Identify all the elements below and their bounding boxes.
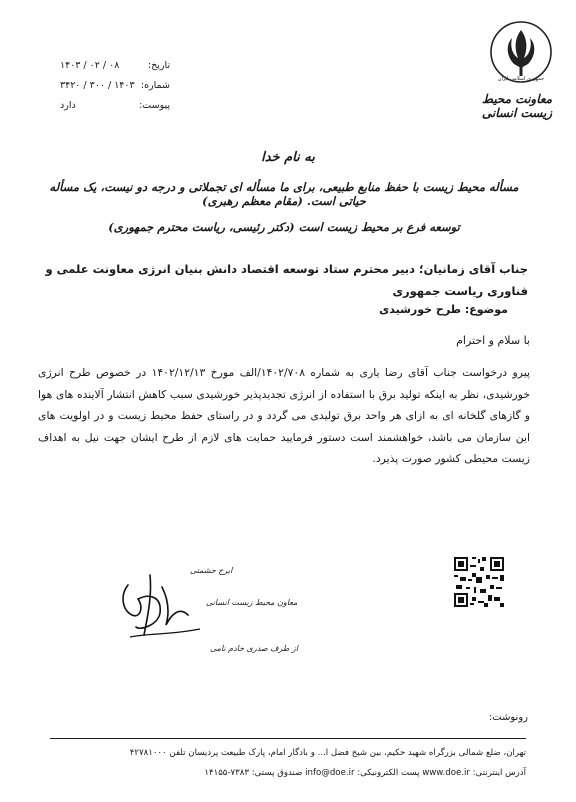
date-label: تاریخ: (147, 60, 170, 71)
government-emblem (488, 18, 554, 88)
attachment-value: دارد (60, 100, 76, 111)
recipient-line: جناب آقای زمانیان؛ دبیر محترم ستاد توسعه اقتصاد دانش بنیان انرژی معاونت علمی و فناوری ریاست جمهوری (45, 262, 528, 298)
letter-body: پیرو درخواست جناب آقای رضا یاری به شماره ۱۴۰۲/۷۰۸/الف مورخ ۱۴۰۲/۱۲/۱۳ در خصوص طرح انرژی خورشیدی، نظر به اینکه تولید برق با استفاده از انرژی تجدیدپذیر خورشیدی سبب کاهش انتشار آلاینده های هوا و گازهای گلخانه ای به ازای هر واحد برق تولیدی می گردد و در راستای حفظ محیط زیست و در اولویت های این سازمان می باشد، خواهشمند است دستور فرمایید حمایت های لازم از طرح ایشان جهت نیل به اهداف زیست محیطی کشور صورت پذیرد. (38, 366, 530, 465)
number-label: شماره: (140, 80, 170, 91)
number-field (60, 80, 170, 91)
number-value: ۳۴۲۰ / ۳۰۰ / ۱۴۰۳ (60, 80, 135, 91)
date-field (60, 60, 170, 71)
signer-on-behalf: از طرف صدری خادم نامی (210, 644, 298, 653)
signer-name: ایرج حشمتی (190, 566, 233, 575)
footer-contact: آدرس اینترنتی: www.doe.ir پست الکترونیکی: info@doe.ir صندوق پستی: ۷۳۸۳-۱۴۱۵۵ (204, 768, 526, 778)
organization-name: معاونت محیط زیست انسانی (481, 92, 553, 120)
cc-label: رونوشت: (488, 712, 528, 723)
signer-title: معاون محیط زیست انسانی (206, 598, 298, 607)
emblem-caption: جمهوری اسلامی ایران (497, 76, 545, 82)
greeting: با سلام و احترام (456, 334, 530, 347)
date-value: ۱۴۰۳ / ۰۲ / ۰۸ (60, 60, 120, 71)
subject-line: موضوع: طرح خورشیدی (379, 303, 508, 316)
signature-block (110, 555, 298, 665)
attachment-label: پیوست: (139, 100, 170, 111)
leader-quote: مسأله محیط زیست با حفظ منابع طبیعی، برای ما مسأله ای تجملاتی و درجه دو نیست، یک مسأله حیاتی است. (مقام معظم رهبری) (49, 180, 519, 208)
footer-divider (50, 738, 526, 739)
qr-code (452, 555, 506, 609)
bismillah-heading: به نام خدا (261, 150, 315, 165)
attachment-field (60, 100, 170, 111)
footer-address: تهران، ضلع شمالی بزرگراه شهید حکیم، بین شیخ فضل ا... و بادگار امام، پارک طبیعت پردیسان تلفن ۴۲۷۸۱۰۰۰ (129, 748, 526, 758)
president-quote: توسعه فرع بر محیط زیست است (دکتر رئیسی، ریاست محترم جمهوری) (108, 220, 460, 234)
